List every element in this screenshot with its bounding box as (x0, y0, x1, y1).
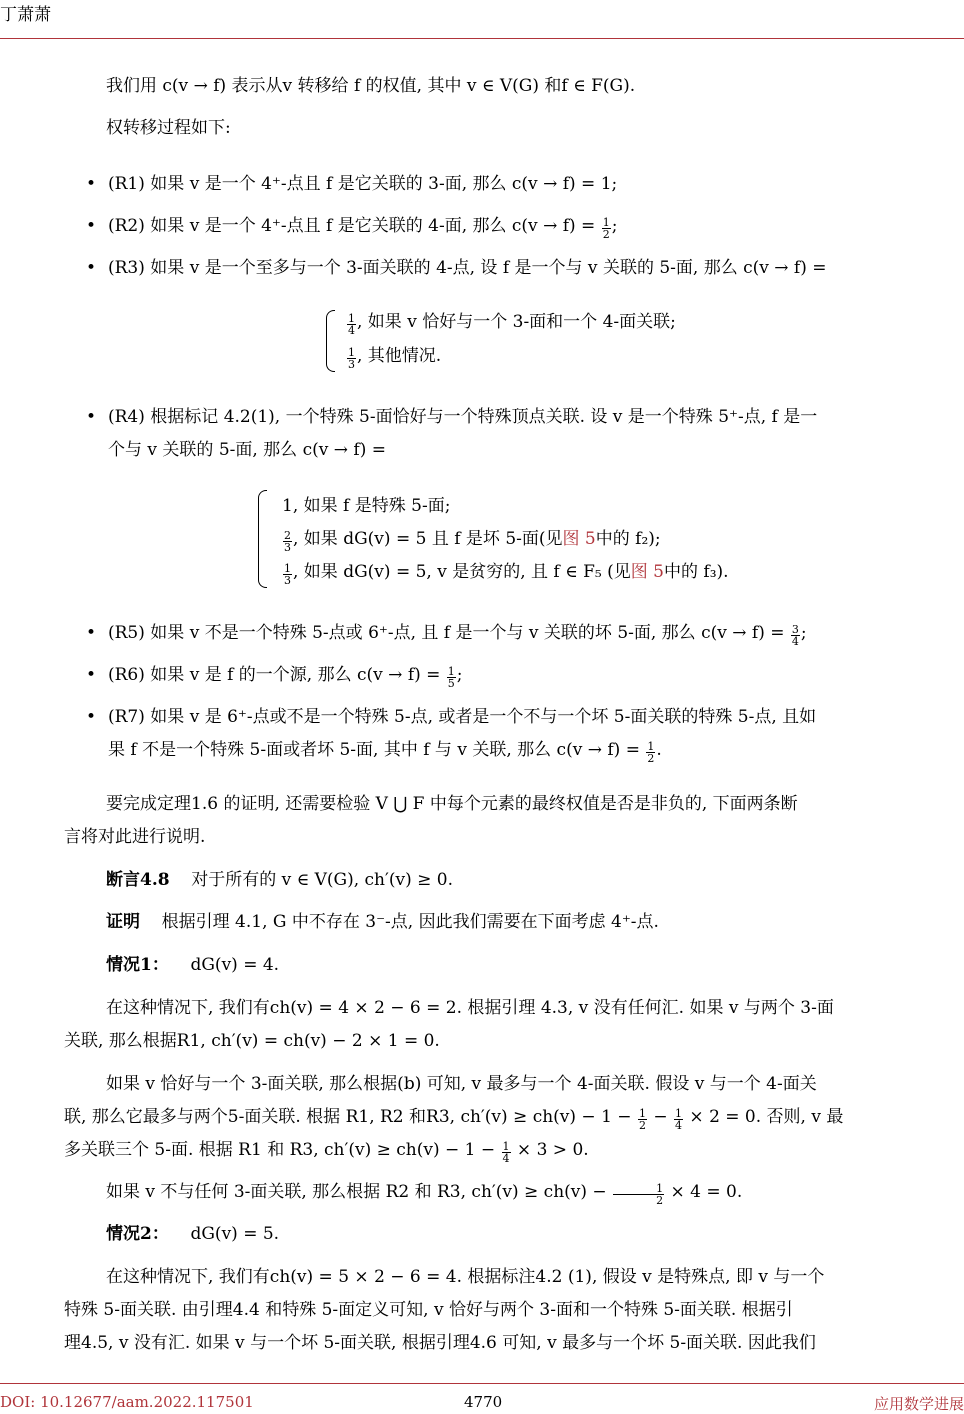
rule-r6: • (R6) 如果 v 是 f 的一个源, 那么 c(v → f) = $\frac{1}{5}$ ; (86, 659, 964, 692)
bullet-icon: • (86, 707, 97, 727)
case-1-text: dG(v) = 4. (190, 955, 280, 975)
paragraph-1-line-2: 言将对此进行说明. (64, 827, 206, 847)
case-2-text: dG(v) = 5. (190, 1224, 280, 1244)
intro-line-2: 权转移过程如下: (106, 118, 231, 138)
fraction: $\frac{1}{2}$ (647, 740, 655, 765)
bullet-icon: • (86, 216, 97, 236)
rule-r4-line-1: (R4) 根据标记 4.2(1), 一个特殊 5-面恰好与一个特殊顶点关联. 设 v 是一个特殊 5⁺-点, f 是一 (108, 407, 818, 427)
proof-text: 根据引理 4.1, G 中不存在 3⁻-点, 因此我们需要在下面考虑 4⁺-点. (161, 912, 659, 932)
case-1-para-1-line-1: 在这种情况下, 我们有ch(v) = 4 × 2 − 6 = 2. 根据引理 4.3, v 没有任何汇. 如果 v 与两个 3-面 (106, 998, 834, 1018)
running-header: 丁萧萧 (0, 5, 51, 25)
rule-r3 (86, 252, 964, 285)
case-2-para-1-line-1: 在这种情况下, 我们有ch(v) = 5 × 2 − 6 = 4. 根据标注4.2 (1), 假设 v 是特殊点, 即 v 与一个 (106, 1267, 825, 1287)
left-brace (326, 310, 335, 372)
rule-r3-text: (R3) 如果 v 是一个至多与一个 3-面关联的 4-点, 设 f 是一个与 v 关联的 5-面, 那么 c(v → f) = (108, 258, 827, 278)
bullet-icon: • (86, 623, 97, 643)
intro-line-1: 我们用 c(v → f) 表示从v 转移给 f 的权值, 其中 v ∈ V(G) 和f ∈ F(G). (106, 76, 636, 96)
case-1-para-2-line-3: 多关联三个 5-面. 根据 R1 和 R3, ch′(v) ≥ ch(v) − 1 − $\frac{1}{4}$ × 3 > 0. (64, 1140, 589, 1165)
doi-link[interactable]: DOI: 10.12677/aam.2022.117501 (0, 1393, 254, 1411)
claim-text: 对于所有的 v ∈ V(G), ch′(v) ≥ 0. (191, 870, 454, 890)
rule-r4-line-2: 个与 v 关联的 5-面, 那么 c(v → f) = (108, 440, 386, 460)
case-1-label: 情况1： (106, 955, 169, 975)
case-1-para-2-line-2: 联, 那么它最多与两个5-面关联. 根据 R1, R2 和R3, ch′(v) ≥ ch(v) − 1 − $\frac{1}{2}$ − $\frac{1}{4}$ × 2 = 0. 否则, v 最 (64, 1107, 844, 1132)
case-2-label: 情况2： (106, 1224, 169, 1244)
proof (64, 906, 964, 939)
figure-link[interactable]: 图 5 (562, 529, 596, 549)
case-1-heading (64, 949, 964, 982)
fraction: $\frac{3}{4}$ (791, 623, 799, 648)
case-1-para-3: 如果 v 不与任何 3-面关联, 那么根据 R2 和 R3, ch′(v) ≥ ch(v) − $\frac{1}{2}$ × 4 = 0. (106, 1182, 743, 1207)
r4-case-2: $\frac{2}{3}$ , 如果 dG(v) = 5 且 f 是坏 5-面(见图 5中的 f₂); (284, 529, 661, 554)
bullet-icon: • (86, 174, 97, 194)
claim-4-8 (64, 864, 964, 897)
r4-case-1: 1, 如果 f 是特殊 5-面; (282, 496, 451, 516)
header-rule (0, 38, 964, 39)
bullet-icon: • (86, 258, 97, 278)
rule-r2-text: (R2) 如果 v 是一个 4⁺-点且 f 是它关联的 4-面, 那么 c(v → f) = (108, 216, 601, 236)
fraction: $\frac{1}{5}$ (447, 665, 455, 690)
fraction: $\frac{1}{2}$ (602, 216, 610, 241)
rule-r2: • (R2) 如果 v 是一个 4⁺-点且 f 是它关联的 4-面, 那么 c(v → f) = $\frac{1}{2}$ ; (86, 210, 964, 243)
bullet-icon: • (86, 665, 97, 685)
case-2-heading (64, 1218, 964, 1251)
claim-label: 断言4.8 (106, 870, 170, 890)
page-number: 4770 (464, 1393, 503, 1411)
rule-r1 (86, 168, 964, 201)
journal-name: 应用数学进展 (873, 1395, 964, 1413)
case-2-para-1-line-2: 特殊 5-面关联. 由引理4.4 和特殊 5-面定义可知, v 恰好与两个 3-面和一个特殊 5-面关联. 根据引 (64, 1300, 793, 1320)
footer-rule (0, 1383, 964, 1384)
left-brace (258, 490, 267, 588)
case-2-para-1-line-3: 理4.5, v 没有汇. 如果 v 与一个坏 5-面关联, 根据引理4.6 可知, v 最多与一个坏 5-面关联. 因此我们 (64, 1333, 816, 1353)
bullet-icon: • (86, 407, 97, 427)
rule-r7-line-1: (R7) 如果 v 是 6⁺-点或不是一个特殊 5-点, 或者是一个不与一个坏 5-面关联的特殊 5-点, 且如 (108, 707, 817, 727)
rule-r6-text: (R6) 如果 v 是 f 的一个源, 那么 c(v → f) = (108, 665, 446, 685)
figure-link[interactable]: 图 5 (630, 562, 665, 582)
case-1-para-2-line-1: 如果 v 恰好与一个 3-面关联, 那么根据(b) 可知, v 最多与一个 4-面关联. 假设 v 与一个 4-面关 (106, 1074, 817, 1094)
case-1-para-1-line-2: 关联, 那么根据R1, ch′(v) = ch(v) − 2 × 1 = 0. (64, 1031, 440, 1051)
rule-r7: • (R7) 如果 v 是 6⁺-点或不是一个特殊 5-点, 或者是一个不与一个坏 5-面关联的特殊 5-点, 且如 果 f 不是一个特殊 5-面或者坏 5-面, 其中 f 与 v 关联, 那么 c(v → f) = $\frac{1}{2}$ . (86, 701, 964, 767)
rule-r5-text: (R5) 如果 v 不是一个特殊 5-点或 6⁺-点, 且 f 是一个与 v 关联的坏 5-面, 那么 c(v → f) = (108, 623, 790, 643)
proof-label: 证明 (106, 912, 140, 932)
r3-case-1: $\frac{1}{4}$ , 如果 v 恰好与一个 3-面和一个 4-面关联; (348, 312, 676, 337)
rule-r5: • (R5) 如果 v 不是一个特殊 5-点或 6⁺-点, 且 f 是一个与 v 关联的坏 5-面, 那么 c(v → f) = $\frac{3}{4}$ ; (86, 617, 964, 650)
rule-r4 (86, 401, 964, 467)
paragraph-1-line-1: 要完成定理1.6 的证明, 还需要检验 V ⋃ F 中每个元素的最终权值是否是非负的, 下面两条断 (106, 794, 798, 814)
r4-case-3: $\frac{1}{3}$ , 如果 dG(v) = 5, v 是贫穷的, 且 f ∈ F₅ (见图 5中的 f₃). (284, 562, 729, 587)
rule-r7-line-2: 果 f 不是一个特殊 5-面或者坏 5-面, 其中 f 与 v 关联, 那么 c(v → f) = (108, 740, 646, 760)
rule-r1-text: (R1) 如果 v 是一个 4⁺-点且 f 是它关联的 3-面, 那么 c(v → f) = 1; (108, 174, 618, 194)
r3-case-2: $\frac{1}{3}$ , 其他情况. (348, 346, 442, 371)
